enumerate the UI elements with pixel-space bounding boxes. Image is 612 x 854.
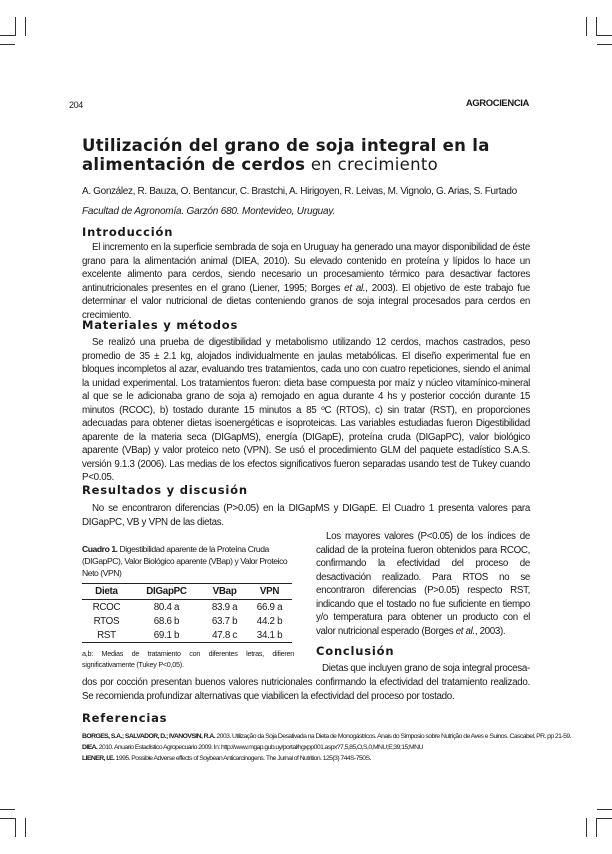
res-col-a: Los mayores valores (P<0.05) de los índices de calidad de la proteína fueron obtenidos para RCOC, confirmando la efectividad del proceso de desactivación realizado. Para RTOS no se encontraron diferencias (P>0.05) respecto RST, indicando que el tostado no fue suficiente en tiempo y/o temperatura para obtener un producto con el valor nutricional esperado (Borges	[316, 531, 530, 637]
reference-list	[82, 731, 571, 764]
table-note: a,b: Medias de tratamiento con diferentes letras, difieren significativamente (Tukey P<0,05).	[82, 649, 294, 669]
journal-name: AGROCIENCIA	[465, 98, 529, 109]
crop-mark-br-h2	[597, 818, 612, 819]
crop-mark-tl-h	[0, 35, 15, 36]
caption-text: Digestibilidad aparente de la Proteína Cruda (DIGapPC), Valor Biológico aparente (VBap) y Valor Proteico Neto (VPN)	[82, 544, 288, 578]
table-cell: RTOS	[93, 616, 120, 627]
reference-text: 2003. Utilização da Soja Desativada na Dieta de Monogástricos. Anais do Simposio sobre Nutrição de Aves e Suinos. Cascabel, PR. pp 21-59.	[215, 733, 571, 740]
res-col-italic: et al.	[455, 625, 475, 637]
crop-mark-tl-v2	[25, 17, 26, 36]
table-row	[82, 614, 292, 628]
table-cell: 44.2 b	[256, 616, 283, 627]
crop-mark-bl-h	[0, 809, 15, 810]
intro-text-italic: et al.	[344, 282, 366, 294]
intro-text-b: , 2003). El objetivo de este trabajo fue determinar el valor nutricional de dietas conteniendo granos de soja integral procesados para cerdos en crecimiento.	[82, 282, 530, 321]
crop-mark-tl-h2	[0, 44, 15, 45]
materiales-text: Se realizó una prueba de digestibilidad y metabolismo utilizando 12 cerdos, machos castrados, peso promedio de 35 ± 2.1 kg, alojados individualmente en jaulas metabólicas. El diseño experimental fue en bloques incompletos al azar, evaluando tres tratamientos, cada uno con cuatro repeticiones, siendo el animal la unidad experimental. Los tratamientos fueron: dieta base compuesta por maíz y núcleo vitamínico-mineral al que se le adicionaba grano de soja a) remojado en agua durante 4 hs y posterior cocción durante 15 minutos (RCOC), b) tostado durante 15 minutos a 85 ºC (RTOS), c) sin tratar (RST), en proporciones adecuadas para obtener dietas isoenergéticas e isoproteicas. Las variables estudiadas fueron Digestibilidad aparente de la materia seca (DIGapMS), energía (DIGapE), proteína cruda (DIGapPC), valor biológico aparente (VBap) y valor proteico neto (VPN). Se usó el procedimiento GLM del paquete estadístico S.A.S. versión 9.1.3 (2006). Las medias de los efectos significativos fueron separadas usando test de Tukey cuando P<0.05.	[82, 337, 530, 483]
affiliation: Facultad de Agronomía. Garzón 680. Montevideo, Uruguay.	[82, 206, 336, 217]
conclusion-first-line: Dietas que incluyen grano de soja integral procesa-	[322, 663, 530, 674]
title-bold: Utilización del grano de soja integral en la alimentación de cerdos	[82, 136, 490, 174]
table-row	[82, 600, 292, 615]
materiales-heading: Materiales y métodos	[82, 318, 239, 332]
table-caption	[82, 543, 294, 579]
table-cell: 69.1 b	[131, 628, 202, 643]
crop-mark-tl-v1	[15, 17, 16, 36]
intro-text-a: El incremento en la superficie sembrada de soja en Uruguay ha generado una mayor disponibilidad de éste grano para la alimentación animal (DIEA, 2010). Su elevado contenido en proteína y lípidos lo hace un excelente alimento para cerdos, siendo necesario un procesamiento térmico para desactivar factores antinutricionales presentes en el grano (Liener, 1995; Borges	[82, 242, 530, 294]
authors: A. González, R. Bauza, O. Bentancur, C. Brastchi, A. Hirigoyen, R. Leivas, M. Vignolo, G. Arias, S. Furtado	[82, 186, 517, 197]
resultados-text: No se encontraron diferencias (P>0.05) en la DIGapMS y DIGapE. El Cuadro 1 presenta valores para DIGapPC, VB y VPN de las dietas.	[82, 503, 530, 528]
resultados-heading: Resultados y discusión	[82, 483, 248, 497]
table-row	[82, 628, 292, 643]
reference-text: 1995. Possible Adverse effects of Soybean Anticarcinogens. The Jurnal of Nutrition. 125(3) 744S-750S.	[114, 755, 371, 762]
table-header-row	[82, 584, 292, 600]
table-cell: RST	[82, 628, 131, 643]
crop-mark-tr-h	[597, 35, 612, 36]
crop-mark-bl-v2	[25, 818, 26, 837]
table-cell: 68.6 b	[153, 616, 180, 627]
reference-authors: LIENER, I.E.	[82, 755, 115, 762]
reference-item	[82, 742, 542, 753]
crop-mark-tr-v1	[596, 17, 597, 36]
page-number: 204	[69, 100, 83, 110]
introduccion-heading: Introducción	[82, 225, 174, 239]
conclusion-text: dos por cocción presentan buenos valores nutricionales confirmando la efectividad del tratamiento realizado. Se recomienda profundizar alternativas que viabilicen la efectividad del proceso por tostado.	[82, 677, 530, 702]
title-light: en crecimiento	[305, 155, 439, 174]
reference-authors: BORGES, S.A.; SALVADOR, D.; IVANOVSIN, R.A.	[82, 733, 216, 740]
col-header: VPN	[247, 584, 292, 600]
reference-item	[82, 753, 542, 764]
table-cell: 80.4 a	[153, 602, 180, 613]
crop-mark-br-v2	[586, 818, 587, 837]
crop-mark-br-h	[597, 809, 612, 810]
reference-authors: DIEA.	[82, 744, 98, 751]
crop-mark-bl-h2	[0, 818, 15, 819]
crop-mark-br-v1	[596, 818, 597, 837]
col-header: Dieta	[82, 584, 131, 600]
crop-mark-bl-v1	[15, 818, 16, 837]
conclusion-heading: Conclusión	[316, 644, 395, 658]
table-cell: 63.7 b	[211, 616, 238, 627]
introduccion-text	[82, 241, 530, 322]
crop-mark-tr-v2	[586, 17, 587, 36]
reference-text: 2010. Anuario Estadístico Agropecuario 2009. In: http://www.mgap.gub.uy/portal/hgxpp001.aspx?7,5,85,O,S,0,MNU;E;39;15;MNU	[97, 744, 423, 751]
resultados-column-text	[316, 530, 530, 638]
article-title	[82, 136, 542, 174]
referencias-heading: Referencias	[82, 711, 168, 725]
cuadro-1-table	[82, 583, 292, 643]
table-cell: 66.9 a	[256, 602, 283, 613]
col-header: VBap	[202, 584, 247, 600]
caption-label: Cuadro 1.	[82, 544, 118, 554]
table-cell: 34.1 b	[247, 628, 292, 643]
table-cell: RCOC	[92, 602, 121, 613]
res-col-b: , 2003).	[474, 625, 506, 637]
table-cell: 47.8 c	[202, 628, 247, 643]
col-header: DIGapPC	[131, 584, 202, 600]
crop-mark-tr-h2	[597, 44, 612, 45]
table-cell: 83.9 a	[211, 602, 238, 613]
reference-item	[82, 731, 571, 742]
